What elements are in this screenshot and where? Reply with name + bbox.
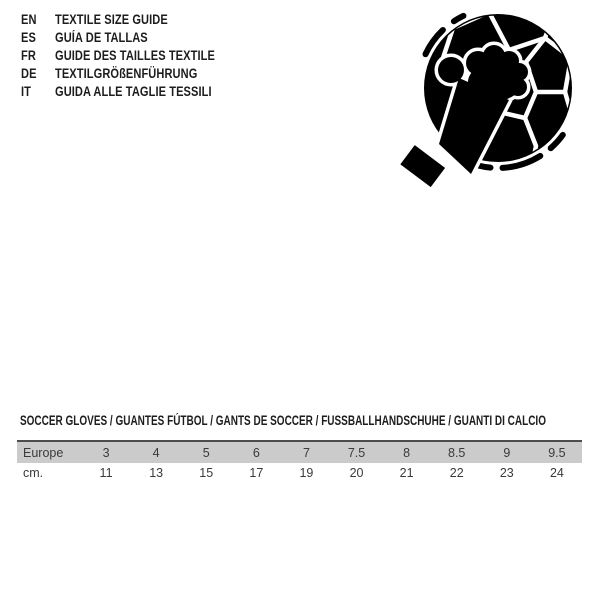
- language-label: GUIDE DES TAILLES TEXTILE: [55, 48, 215, 63]
- size-chart-table: [17, 440, 582, 483]
- language-label: TEXTILGRÖßENFÜHRUNG: [55, 66, 198, 81]
- language-label: TEXTILE SIZE GUIDE: [55, 12, 168, 27]
- size-value-cell: 8: [403, 445, 411, 460]
- table-row-europe: [17, 441, 582, 463]
- cm-value-cell: 20: [349, 466, 364, 480]
- glove-ball-svg: [395, 0, 600, 205]
- cm-value-cell: 11: [99, 466, 113, 480]
- size-value-cell: 7.5: [347, 445, 366, 460]
- language-row-en: [21, 11, 250, 29]
- cm-value-cell: 21: [399, 466, 414, 480]
- language-guide-list: [21, 11, 250, 101]
- table-row-cm: [17, 463, 582, 483]
- cm-value-cell: 19: [299, 466, 314, 480]
- language-row-it: [21, 83, 250, 101]
- language-code: DE: [21, 66, 37, 81]
- language-row-de: [21, 65, 250, 83]
- size-value-cell: 9.5: [548, 445, 566, 460]
- row-label-europe: Europe: [23, 445, 64, 460]
- language-row-fr: [21, 47, 250, 65]
- language-code: EN: [21, 12, 37, 27]
- size-value-cell: 7: [302, 445, 310, 460]
- cm-value-cell: 24: [549, 466, 564, 480]
- language-code: ES: [21, 30, 36, 45]
- cm-value-cell: 15: [199, 466, 214, 480]
- size-value-cell: 5: [202, 445, 210, 460]
- row-label-cm: cm.: [23, 466, 44, 480]
- cm-value-cell: 13: [149, 466, 164, 480]
- size-value-cell: 3: [102, 445, 110, 460]
- size-value-cell: 4: [152, 445, 160, 460]
- size-chart-title-text: SOCCER GLOVES / GUANTES FÚTBOL / GANTS DE SOCCER / FUSSBALLHANDSCHUHE / GUANTI DI CALCIO: [20, 413, 546, 428]
- language-label: GUIDA ALLE TAGLIE TESSILI: [55, 84, 212, 99]
- cm-value-cell: 23: [499, 466, 514, 480]
- size-value-cell: 9: [503, 445, 511, 460]
- size-value-cell: 8.5: [448, 445, 466, 460]
- language-row-es: [21, 29, 250, 47]
- cm-value-cell: 22: [449, 466, 464, 480]
- cm-value-cell: 17: [249, 466, 264, 480]
- size-value-cell: 6: [252, 445, 260, 460]
- language-code: IT: [21, 84, 32, 99]
- language-label: GUÍA DE TALLAS: [55, 30, 148, 45]
- size-chart-title: [20, 413, 600, 428]
- language-code: FR: [21, 48, 36, 63]
- goalkeeper-glove-soccer-ball-icon: [395, 0, 600, 205]
